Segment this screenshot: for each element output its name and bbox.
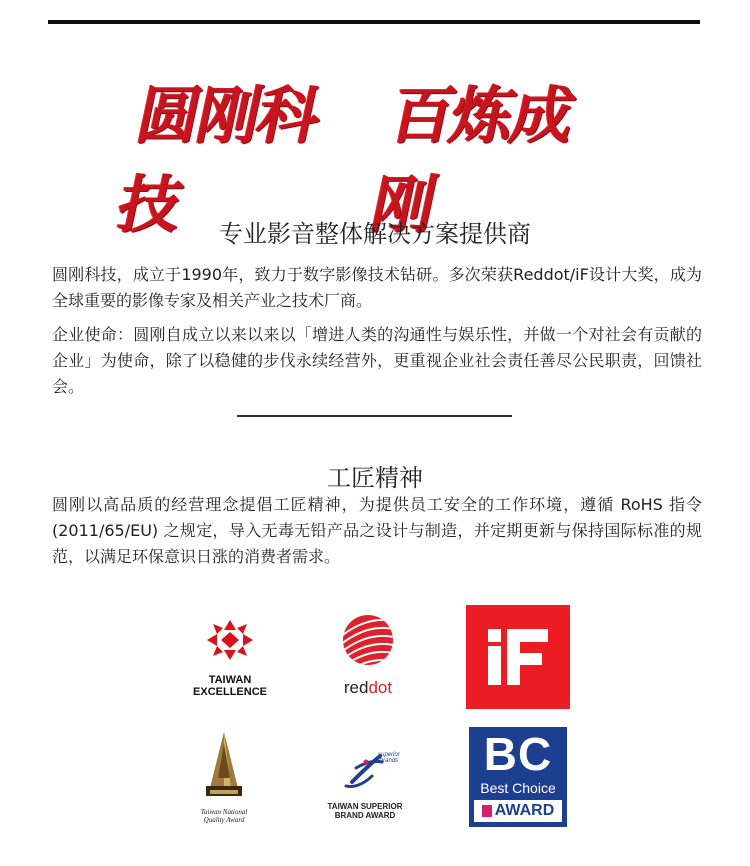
- intro-paragraph-1: 圆刚科技，成立于1990年，致力于数字影像技术钻研。多次荣获Reddot/iF设计大奖，成为全球重要的影像专家及相关产业之技术厂商。: [52, 265, 702, 310]
- reddot-text-red: dot: [368, 678, 393, 697]
- taiwan-excellence-icon: [203, 618, 257, 662]
- section-divider: [237, 415, 512, 417]
- superior-brand-line2: BRAND AWARD: [334, 811, 396, 820]
- superior-brand-small: superior brands: [378, 752, 400, 764]
- calligraphy-left: 圆刚科技: [111, 79, 327, 241]
- reddot-wordmark: [330, 678, 406, 698]
- best-choice-big: BC: [483, 728, 553, 780]
- intro-paragraph-2: 企业使命：圆刚自成立以来以来以「增进人类的沟通性与娱乐性，并做一个对社会有贡献的企业」为使命，除了以稳健的步伐永续经营外，更重视企业社会责任善尽公民职责，回馈社会。: [52, 325, 702, 396]
- taiwan-excellence-line1: TAIWAN: [208, 674, 252, 686]
- superior-brand-icon: [322, 742, 408, 798]
- page-subtitle: 专业影音整体解决方案提供商: [219, 220, 531, 248]
- superior-brand-logo: [322, 742, 408, 822]
- if-logo: [466, 605, 570, 709]
- national-quality-line1: Taiwan National: [200, 808, 248, 816]
- reddot-icon: [342, 612, 394, 668]
- top-divider: [48, 20, 700, 24]
- trophy-icon: [192, 730, 256, 802]
- calligraphy-right: 百炼成刚: [365, 79, 581, 241]
- reddot-logo: [330, 612, 406, 708]
- best-choice-label: Best Choice: [480, 780, 556, 796]
- best-choice-logo: [466, 724, 570, 830]
- craftsmanship-paragraph: 圆刚以高品质的经营理念提倡工匠精神，为提供员工安全的工作环境，遵循 RoHS 指令 (2011/65/EU) 之规定，导入无毒无铅产品之设计与制造，并定期更新与保持国际标准的规范，以满足环保意识日涨的消费者需求。: [52, 495, 702, 566]
- best-choice-award-bar: [474, 800, 562, 822]
- if-icon: [466, 605, 570, 709]
- taiwan-excellence-logo: [186, 618, 274, 702]
- award-square-icon: [482, 805, 492, 817]
- taiwan-excellence-line2: EXCELLENCE: [193, 686, 267, 698]
- section-title: 工匠精神: [327, 464, 423, 492]
- reddot-text-dark: red: [343, 678, 369, 697]
- national-quality-line2: Quality Award: [203, 816, 245, 824]
- best-choice-award: AWARD: [494, 802, 555, 819]
- national-quality-award-logo: [192, 730, 256, 822]
- superior-brand-line1: TAIWAN SUPERIOR: [327, 802, 403, 811]
